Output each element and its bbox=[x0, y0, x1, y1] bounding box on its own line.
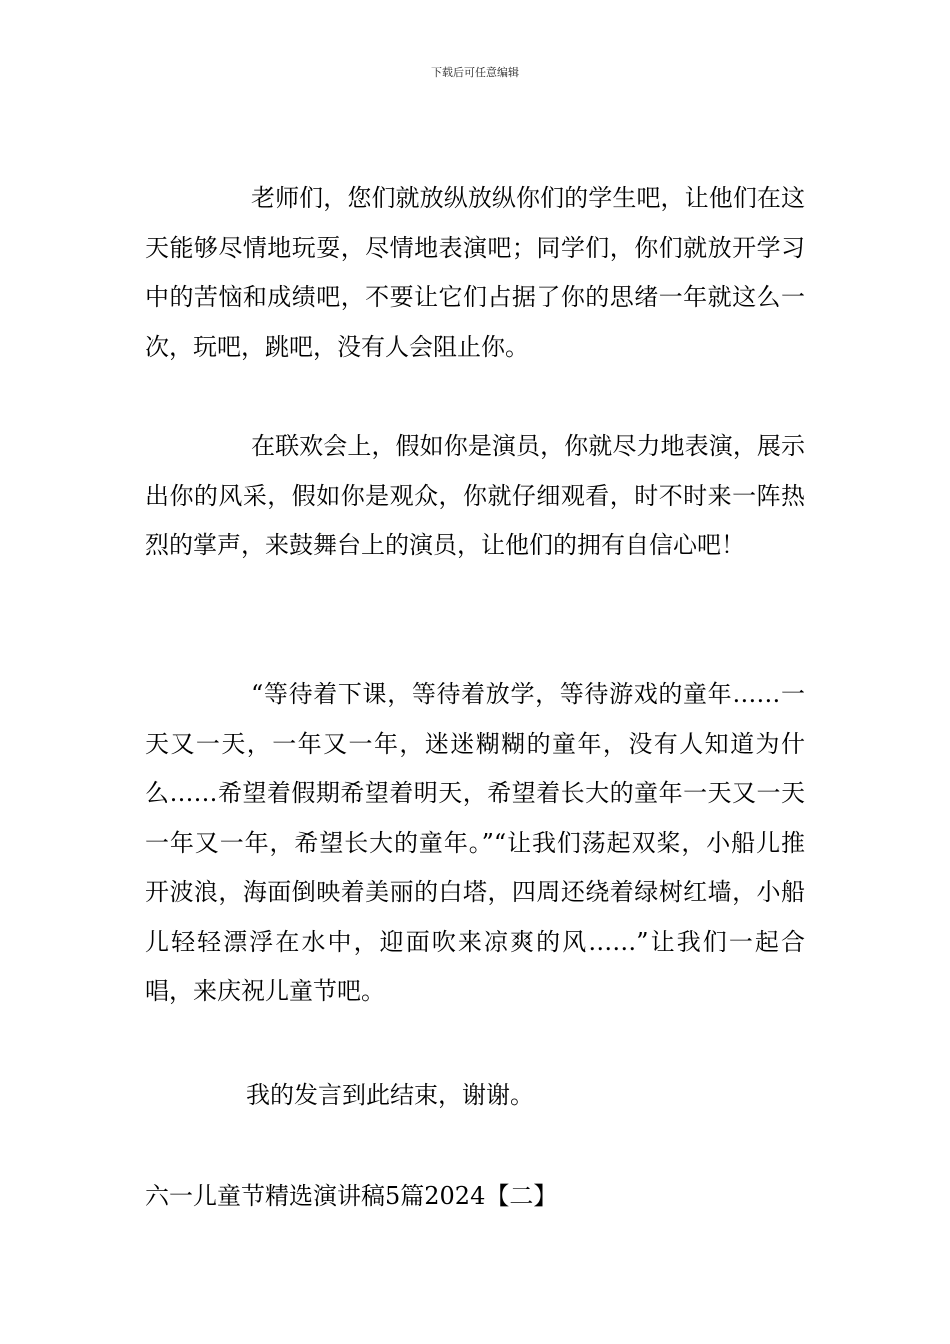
paragraph-closing: 我的发言到此结束，谢谢。 bbox=[246, 1081, 534, 1109]
page-header: 下载后可任意编辑 bbox=[431, 66, 519, 79]
section-title: 六一儿童节精选演讲稿5篇2024【二】 bbox=[145, 1182, 558, 1210]
paragraph-songs: “等待着下课，等待着放学，等待游戏的童年……一天又一天，一年又一年，迷迷糊糊的童年，没有人知道为什么……希望着假期希望着明天，希望着长大的童年一天又一天一年又一年，希望长大的童年。”“让我们荡起双桨，小船儿推开波浪，海面倒映着美丽的白塔，四周还绕着绿树红墙，小船儿轻轻漂浮在水中，迎面吹来凉爽的风……”让我们一起合唱，来庆祝儿童节吧。 bbox=[145, 680, 805, 1005]
paragraph-party: 在联欢会上，假如你是演员，你就尽力地表演，展示出你的风采，假如你是观众，你就仔细观看，时不时来一阵热烈的掌声，来鼓舞台上的演员，让他们的拥有自信心吧！ bbox=[145, 432, 805, 559]
paragraph-teachers-students: 老师们，您们就放纵放纵你们的学生吧，让他们在这天能够尽情地玩耍，尽情地表演吧；同学们，你们就放开学习中的苦恼和成绩吧，不要让它们占据了你的思绪一年就这么一次，玩吧，跳吧，没有人会阻止你。 bbox=[145, 184, 805, 361]
